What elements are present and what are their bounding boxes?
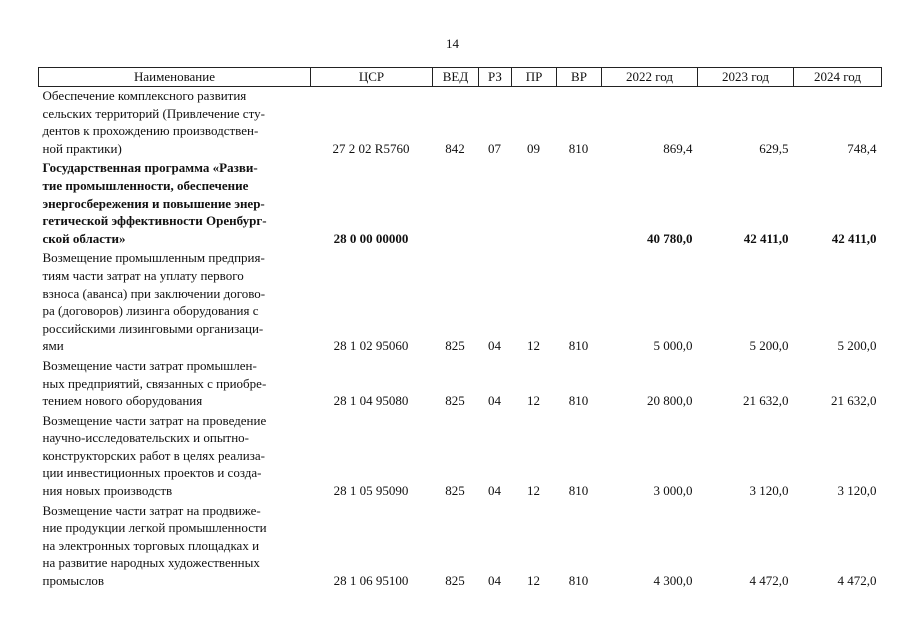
row-rz: [479, 157, 512, 247]
row-value-2023: 4 472,0: [749, 573, 789, 589]
row-name-line: Возмещение части затрат на проведение: [42, 412, 267, 428]
row-csr: 28 1 02 95060: [333, 338, 409, 354]
row-name-line: на электронных торговых площадках и: [42, 537, 260, 553]
row-value-2024: 42 411,0: [831, 230, 877, 246]
table-row: [39, 410, 882, 500]
row-csr: 28 1 06 95100: [333, 573, 409, 589]
row-ved: 825: [445, 483, 465, 499]
row-value-2023: 3 120,0: [749, 483, 789, 499]
row-rz: 04: [488, 338, 501, 354]
row-value-2022: 869,4: [663, 140, 693, 156]
row-pr: 12: [527, 393, 540, 409]
row-name-line: промыслов: [42, 573, 105, 589]
row-name-line: ра (договоров) лизинга оборудования с: [42, 303, 259, 319]
page-number: 14: [446, 36, 459, 51]
row-ved: 825: [445, 393, 465, 409]
table-body: [39, 87, 882, 590]
row-name-line: Возмещение промышленным предприя-: [42, 250, 265, 266]
row-vr: 810: [568, 338, 589, 354]
row-name-line: ями: [42, 338, 64, 354]
row-csr: 27 2 02 R5760: [332, 140, 410, 156]
row-value-2024: 4 472,0: [837, 573, 877, 589]
row-name-line: тие промышленности, обеспечение: [42, 177, 249, 193]
row-csr: 28 1 05 95090: [333, 483, 409, 499]
row-value-2024: 3 120,0: [837, 483, 877, 499]
row-name-line: на развитие народных художественных: [42, 555, 260, 571]
row-rz: 04: [488, 483, 501, 499]
row-value-2022: 3 000,0: [653, 483, 693, 499]
header-2023: 2023 год: [698, 68, 794, 87]
row-name: [39, 410, 311, 500]
row-value-2023: 5 200,0: [749, 338, 789, 354]
row-ved: 825: [445, 573, 465, 589]
row-name-line: ции инвестиционных проектов и созда-: [42, 465, 262, 481]
row-name-line: сельских территорий (Привлечение сту-: [42, 105, 265, 121]
row-value-2024: 21 632,0: [831, 393, 877, 409]
row-value-2022: 4 300,0: [653, 573, 693, 589]
row-name-line: ние продукции легкой промышленности: [42, 520, 267, 536]
row-ved: 842: [445, 140, 465, 156]
header-name: Наименование: [39, 68, 311, 87]
row-name-line: гетической эффективности Оренбург-: [42, 213, 267, 229]
row-name-line: тением нового оборудования: [42, 393, 203, 409]
row-name-line: российскими лизинговыми организаци-: [42, 320, 264, 336]
header-2024: 2024 год: [794, 68, 882, 87]
row-name-line: тиям части затрат на уплату первого: [42, 267, 244, 283]
table-row: [39, 87, 882, 158]
header-pr: ПР: [512, 68, 557, 87]
row-name: [39, 157, 311, 247]
row-name-line: научно-исследовательских и опытно-: [42, 430, 250, 446]
row-name-line: ной практики): [42, 140, 122, 156]
row-name-line: дентов к прохождению производствен-: [42, 123, 259, 139]
row-rz: 07: [488, 140, 501, 156]
row-value-2022: 40 780,0: [647, 230, 693, 246]
row-pr: [512, 157, 557, 247]
row-pr: 12: [527, 483, 540, 499]
row-ved: 825: [445, 338, 465, 354]
row-vr: 810: [568, 393, 589, 409]
row-value-2023: 42 411,0: [743, 230, 789, 246]
table-row: [39, 355, 882, 410]
row-vr: [557, 157, 602, 247]
row-name: [39, 247, 311, 355]
row-name-line: Возмещение части затрат на продвиже-: [42, 502, 261, 518]
row-rz: 04: [488, 393, 501, 409]
row-value-2022: 20 800,0: [647, 393, 693, 409]
row-value-2023: 21 632,0: [743, 393, 789, 409]
row-value-2024: 748,4: [847, 140, 877, 156]
row-name-line: конструкторских работ в целях реализа-: [42, 447, 265, 463]
row-vr: 810: [568, 140, 589, 156]
row-pr: 12: [527, 573, 540, 589]
row-name: [39, 355, 311, 410]
row-csr: 28 0 00 00000: [333, 230, 409, 246]
row-name-line: взноса (аванса) при заключении догово-: [42, 285, 266, 301]
row-value-2024: 5 200,0: [837, 338, 877, 354]
row-value-2022: 5 000,0: [653, 338, 693, 354]
row-name-line: энергосбережения и повышение энер-: [42, 195, 265, 211]
row-name-line: Обеспечение комплексного развития: [42, 88, 247, 103]
table-row: [39, 247, 882, 355]
row-name-line: ных предприятий, связанных с приобре-: [42, 375, 267, 391]
header-csr: ЦСР: [311, 68, 433, 87]
row-ved: [433, 157, 479, 247]
row-pr: 09: [527, 140, 540, 156]
row-value-2023: 629,5: [759, 140, 789, 156]
row-name-line: Возмещение части затрат промышлен-: [42, 357, 257, 373]
budget-table: [38, 67, 882, 590]
row-rz: 04: [488, 573, 501, 589]
table-header-row: [39, 68, 882, 87]
header-rz: РЗ: [479, 68, 512, 87]
table-row: [39, 157, 882, 247]
row-name-line: Государственная программа «Разви-: [42, 160, 258, 176]
row-vr: 810: [568, 483, 589, 499]
table-row: [39, 500, 882, 590]
row-name-line: ской области»: [42, 230, 126, 246]
row-name: [39, 87, 311, 158]
header-2022: 2022 год: [602, 68, 698, 87]
header-vr: ВР: [557, 68, 602, 87]
row-name-line: ния новых производств: [42, 483, 173, 499]
row-pr: 12: [527, 338, 540, 354]
header-ved: ВЕД: [433, 68, 479, 87]
row-vr: 810: [568, 573, 589, 589]
row-name: [39, 500, 311, 590]
row-csr: 28 1 04 95080: [333, 393, 409, 409]
